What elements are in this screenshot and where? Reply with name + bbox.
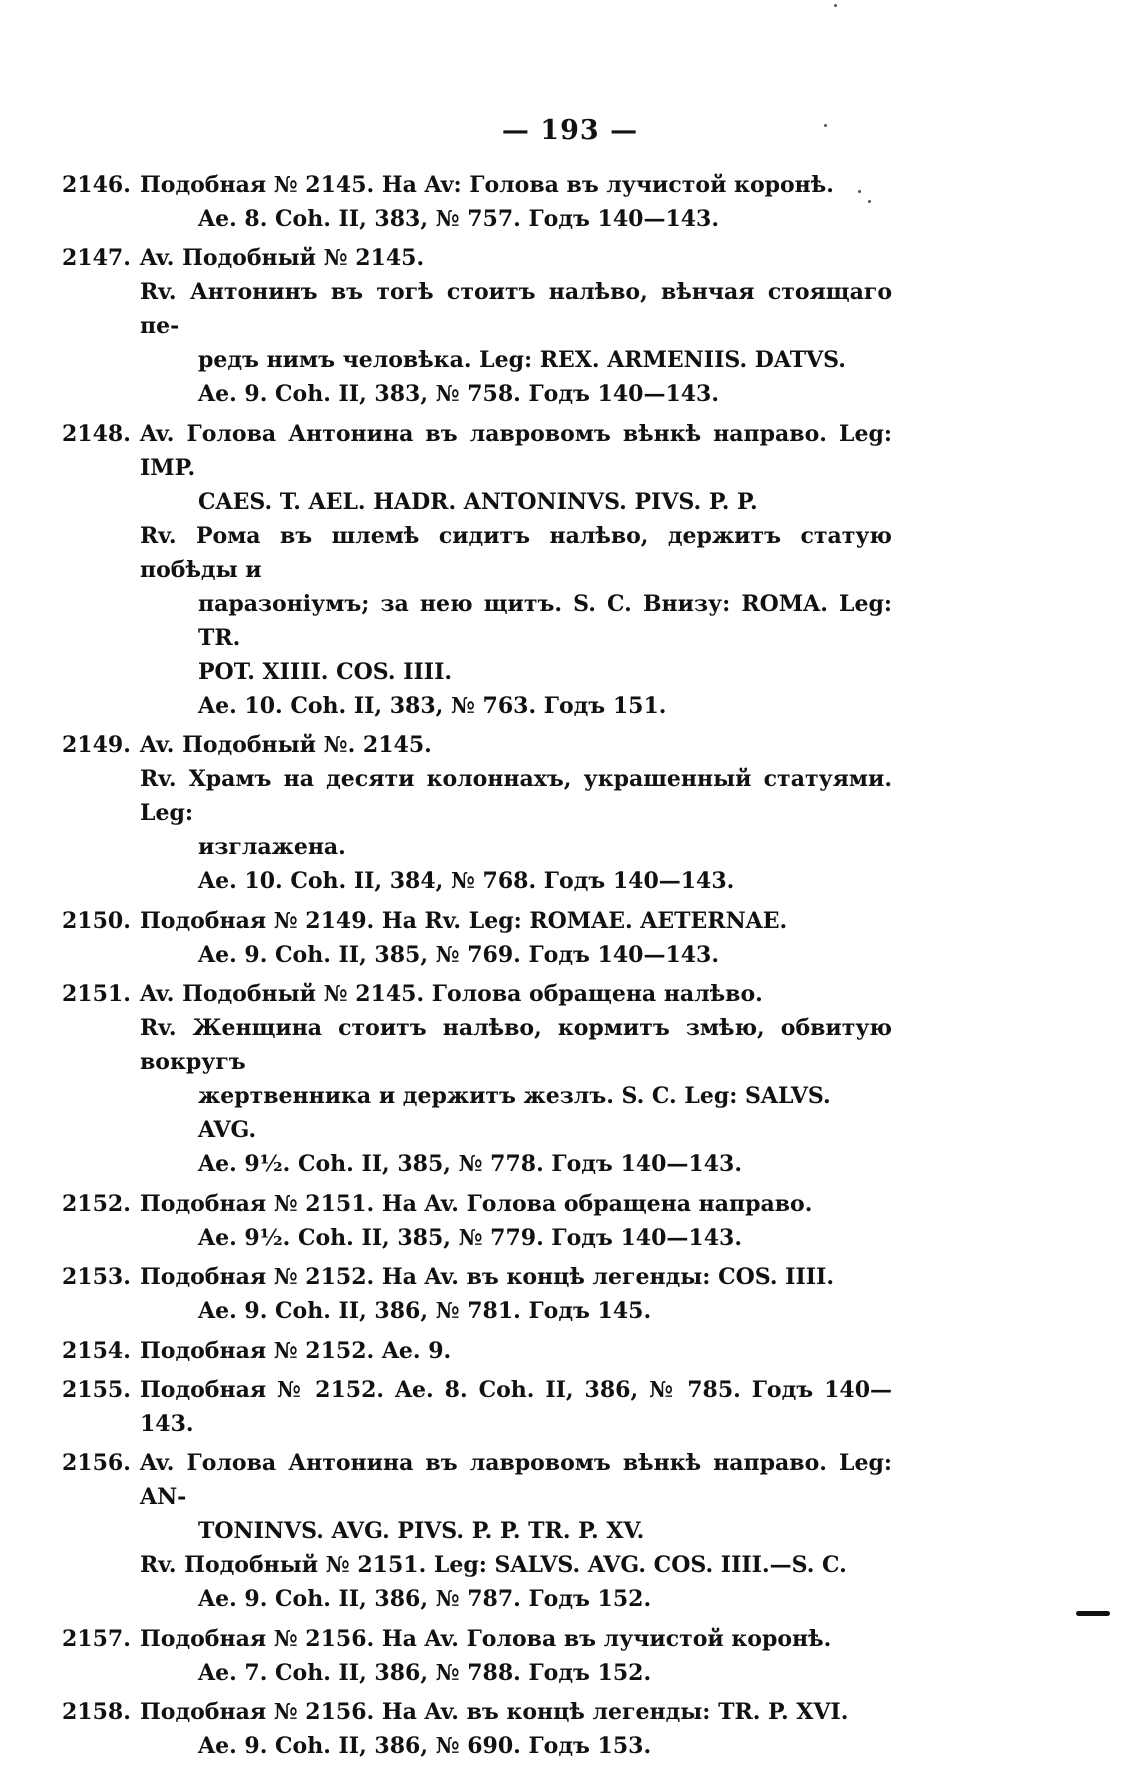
entry-line: Подобная № 2152. Ae. 9. — [140, 1338, 452, 1364]
entry-line: Av. Голова Антонина въ лавровомъ вѣнкѣ направо. Leg: IMP. — [140, 421, 892, 481]
entry-2149 — [62, 728, 892, 898]
entry-number: 2147. — [62, 245, 131, 271]
entry-line: Ae. 8. Coh. II, 383, № 757. Годъ 140—143. — [198, 206, 720, 232]
entry-2157 — [62, 1622, 892, 1690]
entry-line: TONINVS. AVG. PIVS. P. P. TR. P. XV. — [198, 1518, 645, 1544]
entry-line: Ae. 9. Coh. II, 383, № 758. Годъ 140—143. — [198, 381, 720, 407]
entry-number: 2155. — [62, 1377, 131, 1403]
entry-2153 — [62, 1260, 892, 1328]
entry-2155 — [62, 1373, 892, 1441]
entry-2154 — [62, 1334, 892, 1368]
entry-number: 2156. — [62, 1450, 131, 1476]
entry-line: Подобная № 2145. На Av: Голова въ лучистой коронѣ. — [140, 172, 834, 198]
entry-2156 — [62, 1446, 892, 1616]
entry-line: Подобная № 2149. На Rv. Leg: ROMAE. AETERNAE. — [140, 908, 788, 934]
entry-line: Ae. 10. Coh. II, 384, № 768. Годъ 140—143. — [198, 868, 735, 894]
entry-number: 2153. — [62, 1264, 131, 1290]
entry-line: Av. Подобный № 2145. — [140, 245, 425, 271]
entry-line: Rv. Женщина стоитъ налѣво, кормитъ змѣю, обвитую вокругъ — [140, 1015, 892, 1075]
entry-line: Подобная № 2151. На Av. Голова обращена направо. — [140, 1191, 813, 1217]
scan-dash-mark — [1076, 1611, 1110, 1616]
entry-2148 — [62, 417, 892, 723]
entry-line: Ae. 9. Coh. II, 385, № 769. Годъ 140—143. — [198, 942, 720, 968]
entry-line: изглажена. — [198, 834, 346, 860]
entry-line: Rv. Храмъ на десяти колоннахъ, украшенный статуями. Leg: — [140, 766, 892, 826]
entry-2158 — [62, 1695, 892, 1763]
entry-2150 — [62, 904, 892, 972]
entry-line: Rv. Подобный № 2151. Leg: SALVS. AVG. COS. IIII.—S. C. — [140, 1552, 847, 1578]
entry-2152 — [62, 1187, 892, 1255]
entry-line: паразоніумъ; за нею щитъ. S. C. Внизу: ROMA. Leg: TR. — [198, 591, 892, 651]
entry-line: Av. Голова Антонина въ лавровомъ вѣнкѣ направо. Leg: AN- — [140, 1450, 892, 1510]
entry-line: Ae. 9½. Coh. II, 385, № 778. Годъ 140—143. — [198, 1151, 742, 1177]
entry-line: Подобная № 2156. На Av. въ концѣ легенды: TR. P. XVI. — [140, 1699, 849, 1725]
scan-speck — [834, 4, 837, 7]
entry-line: Ae. 9. Coh. II, 386, № 787. Годъ 152. — [198, 1586, 652, 1612]
entry-number: 2151. — [62, 981, 131, 1007]
entry-line: Rv. Антонинъ въ тогѣ стоитъ налѣво, вѣнчая стоящаго пе- — [140, 279, 892, 339]
entry-number: 2152. — [62, 1191, 131, 1217]
entry-line: CAES. T. AEL. HADR. ANTONINVS. PIVS. P. P. — [198, 489, 758, 515]
entry-line: Rv. Рома въ шлемѣ сидитъ налѣво, держитъ статую побѣды и — [140, 523, 892, 583]
entry-line: редъ нимъ человѣка. Leg: REX. ARMENIIS. DATVS. — [198, 347, 846, 373]
catalog-entries — [62, 168, 892, 1768]
entry-number: 2158. — [62, 1699, 131, 1725]
entry-2147 — [62, 241, 892, 411]
entry-line: Ae. 10. Coh. II, 383, № 763. Годъ 151. — [198, 693, 667, 719]
scan-speck — [858, 190, 861, 193]
entry-line: Av. Подобный №. 2145. — [140, 732, 432, 758]
entry-number: 2150. — [62, 908, 131, 934]
entry-line: Ae. 9. Coh. II, 386, № 781. Годъ 145. — [198, 1298, 652, 1324]
entry-number: 2149. — [62, 732, 131, 758]
scan-speck — [824, 124, 827, 127]
entry-line: Подобная № 2152. Ae. 8. Coh. II, 386, № 785. Годъ 140—143. — [140, 1377, 892, 1437]
entry-line: AVG. — [198, 1117, 257, 1143]
entry-line: Подобная № 2152. На Av. въ концѣ легенды: COS. IIII. — [140, 1264, 834, 1290]
entry-number: 2146. — [62, 172, 131, 198]
entry-number: 2157. — [62, 1626, 131, 1652]
entry-number: 2154. — [62, 1338, 131, 1364]
entry-line: Подобная № 2156. На Av. Голова въ лучистой коронѣ. — [140, 1626, 832, 1652]
entry-2151 — [62, 977, 892, 1181]
entry-2146 — [62, 168, 892, 236]
entry-line: Ae. 9½. Coh. II, 385, № 779. Годъ 140—143. — [198, 1225, 742, 1251]
entry-number: 2148. — [62, 421, 131, 447]
entry-line: Ae. 9. Coh. II, 386, № 690. Годъ 153. — [198, 1733, 652, 1759]
entry-line: Av. Подобный № 2145. Голова обращена налѣво. — [140, 981, 763, 1007]
entry-line: Ae. 7. Coh. II, 386, № 788. Годъ 152. — [198, 1660, 652, 1686]
scan-speck — [868, 200, 871, 203]
entry-line: жертвенника и держитъ жезлъ. S. C. Leg: SALVS. — [198, 1083, 831, 1109]
page-number: — 193 — — [501, 115, 639, 146]
entry-line: POT. XIIII. COS. IIII. — [198, 659, 453, 685]
